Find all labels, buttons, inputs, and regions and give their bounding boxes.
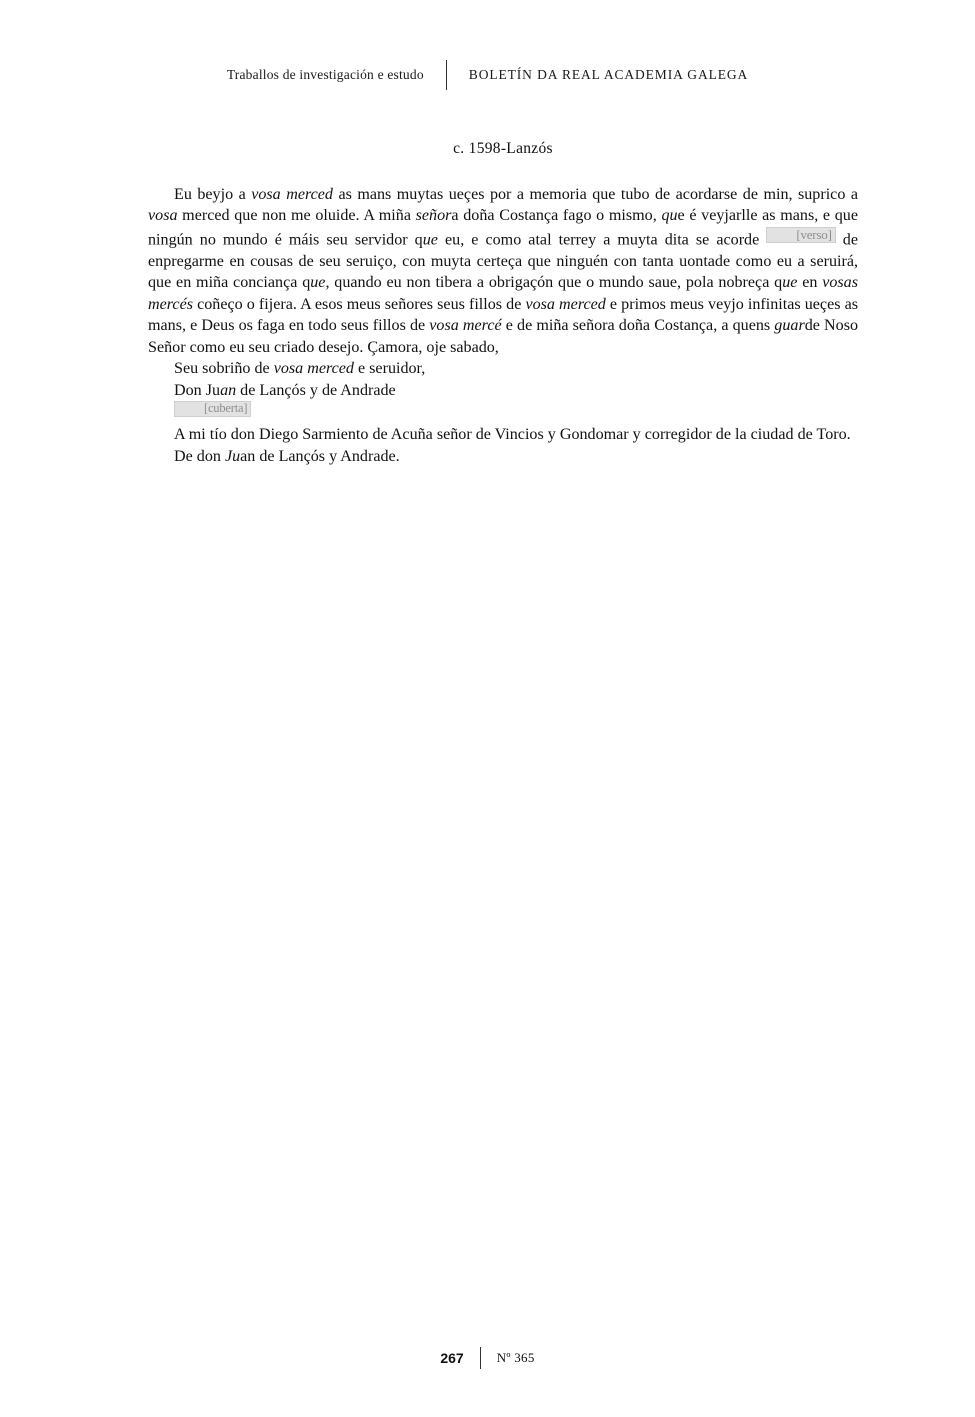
italic-run: vosa	[148, 207, 178, 225]
text-run: de Noso Señor como eu seu criado desejo. Çamora, oje sabado,	[148, 317, 858, 356]
line-signature	[148, 380, 858, 401]
text-run: De don	[174, 447, 225, 465]
text-run: as mans muytas ueçes por a memoria que tubo de acordarse de min, suprico a	[332, 186, 858, 203]
text-run: en	[797, 274, 823, 292]
issue-number: Nº 365	[496, 1350, 535, 1365]
redacted-cover-marker: [cuberta]	[174, 401, 251, 417]
line-sender	[148, 446, 858, 467]
italic-run: señor	[415, 207, 452, 225]
italic-run: qu	[661, 207, 678, 225]
running-header-left: Traballos de investigación e estudo	[226, 67, 424, 82]
text-run: e primos meus veyjo infinitas ueçes as mans, e Deus os faga en todo seus fillos de	[148, 295, 858, 335]
running-header-right: BOLETÍN DA REAL ACADEMIA GALEGA	[468, 67, 749, 82]
text-run: de enpregarme en cousas de seu seruiço, con muyta certeça que ninguén con tanta uontade como eu a seruirá, que en miña conciança q	[148, 231, 858, 292]
text-run: e de miña señora doña Costança, a quens	[501, 317, 775, 335]
italic-run: ue	[422, 231, 438, 249]
document-title: c. 1598-Lanzós	[453, 140, 553, 157]
italic-run: vosas mercés	[148, 274, 858, 313]
italic-run: vosa merced	[525, 295, 606, 313]
italic-run: an	[220, 381, 237, 399]
page-footer	[0, 1347, 975, 1369]
text-run: coñeço o fijera. A esos meus señores seus fillos de	[192, 295, 526, 313]
line-redacted-marker	[148, 401, 858, 424]
text-run: merced que non me oluide. A miña	[177, 207, 416, 225]
page-number: 267	[440, 1350, 464, 1366]
italic-run: vosa mercé	[429, 317, 502, 335]
text-run: Don Ju	[174, 381, 221, 399]
document-body	[148, 140, 858, 467]
italic-run: ue	[310, 274, 326, 292]
italic-run: vosa merced	[273, 360, 354, 378]
text-run: , quando eu non tibera a obrigaçón que o mundo saue, pola nobreça q	[325, 274, 783, 292]
text-run: Eu beyjo a	[174, 186, 252, 203]
text-run: Seu sobriño de	[174, 360, 274, 378]
italic-run: vosa merced	[251, 186, 333, 203]
italic-run: Ju	[224, 447, 241, 465]
running-header	[0, 60, 975, 90]
line-nephew-closing	[148, 358, 858, 379]
paragraph-address: A mi tío don Diego Sarmiento de Acuña señor de Vincios y Gondomar y corregidor de la ciudad de Toro.	[174, 426, 851, 444]
italic-run: guar	[774, 317, 805, 335]
text-run: eu, e como atal terrey a muyta dita se acorde	[437, 231, 767, 249]
paragraph-letter-body	[148, 184, 858, 358]
text-run: a doña Costança fago o mismo,	[451, 207, 662, 225]
text-run: e seruidor,	[353, 360, 426, 378]
text-run: e é veyjarlle as mans, e que ningún no mundo é máis seu servidor q	[148, 207, 859, 249]
text-run: an de Lançós y Andrade.	[240, 447, 400, 465]
italic-run: ue	[782, 274, 798, 292]
redacted-folio-marker: [verso]	[766, 227, 835, 243]
text-run: de Lançós y de Andrade	[236, 381, 396, 399]
